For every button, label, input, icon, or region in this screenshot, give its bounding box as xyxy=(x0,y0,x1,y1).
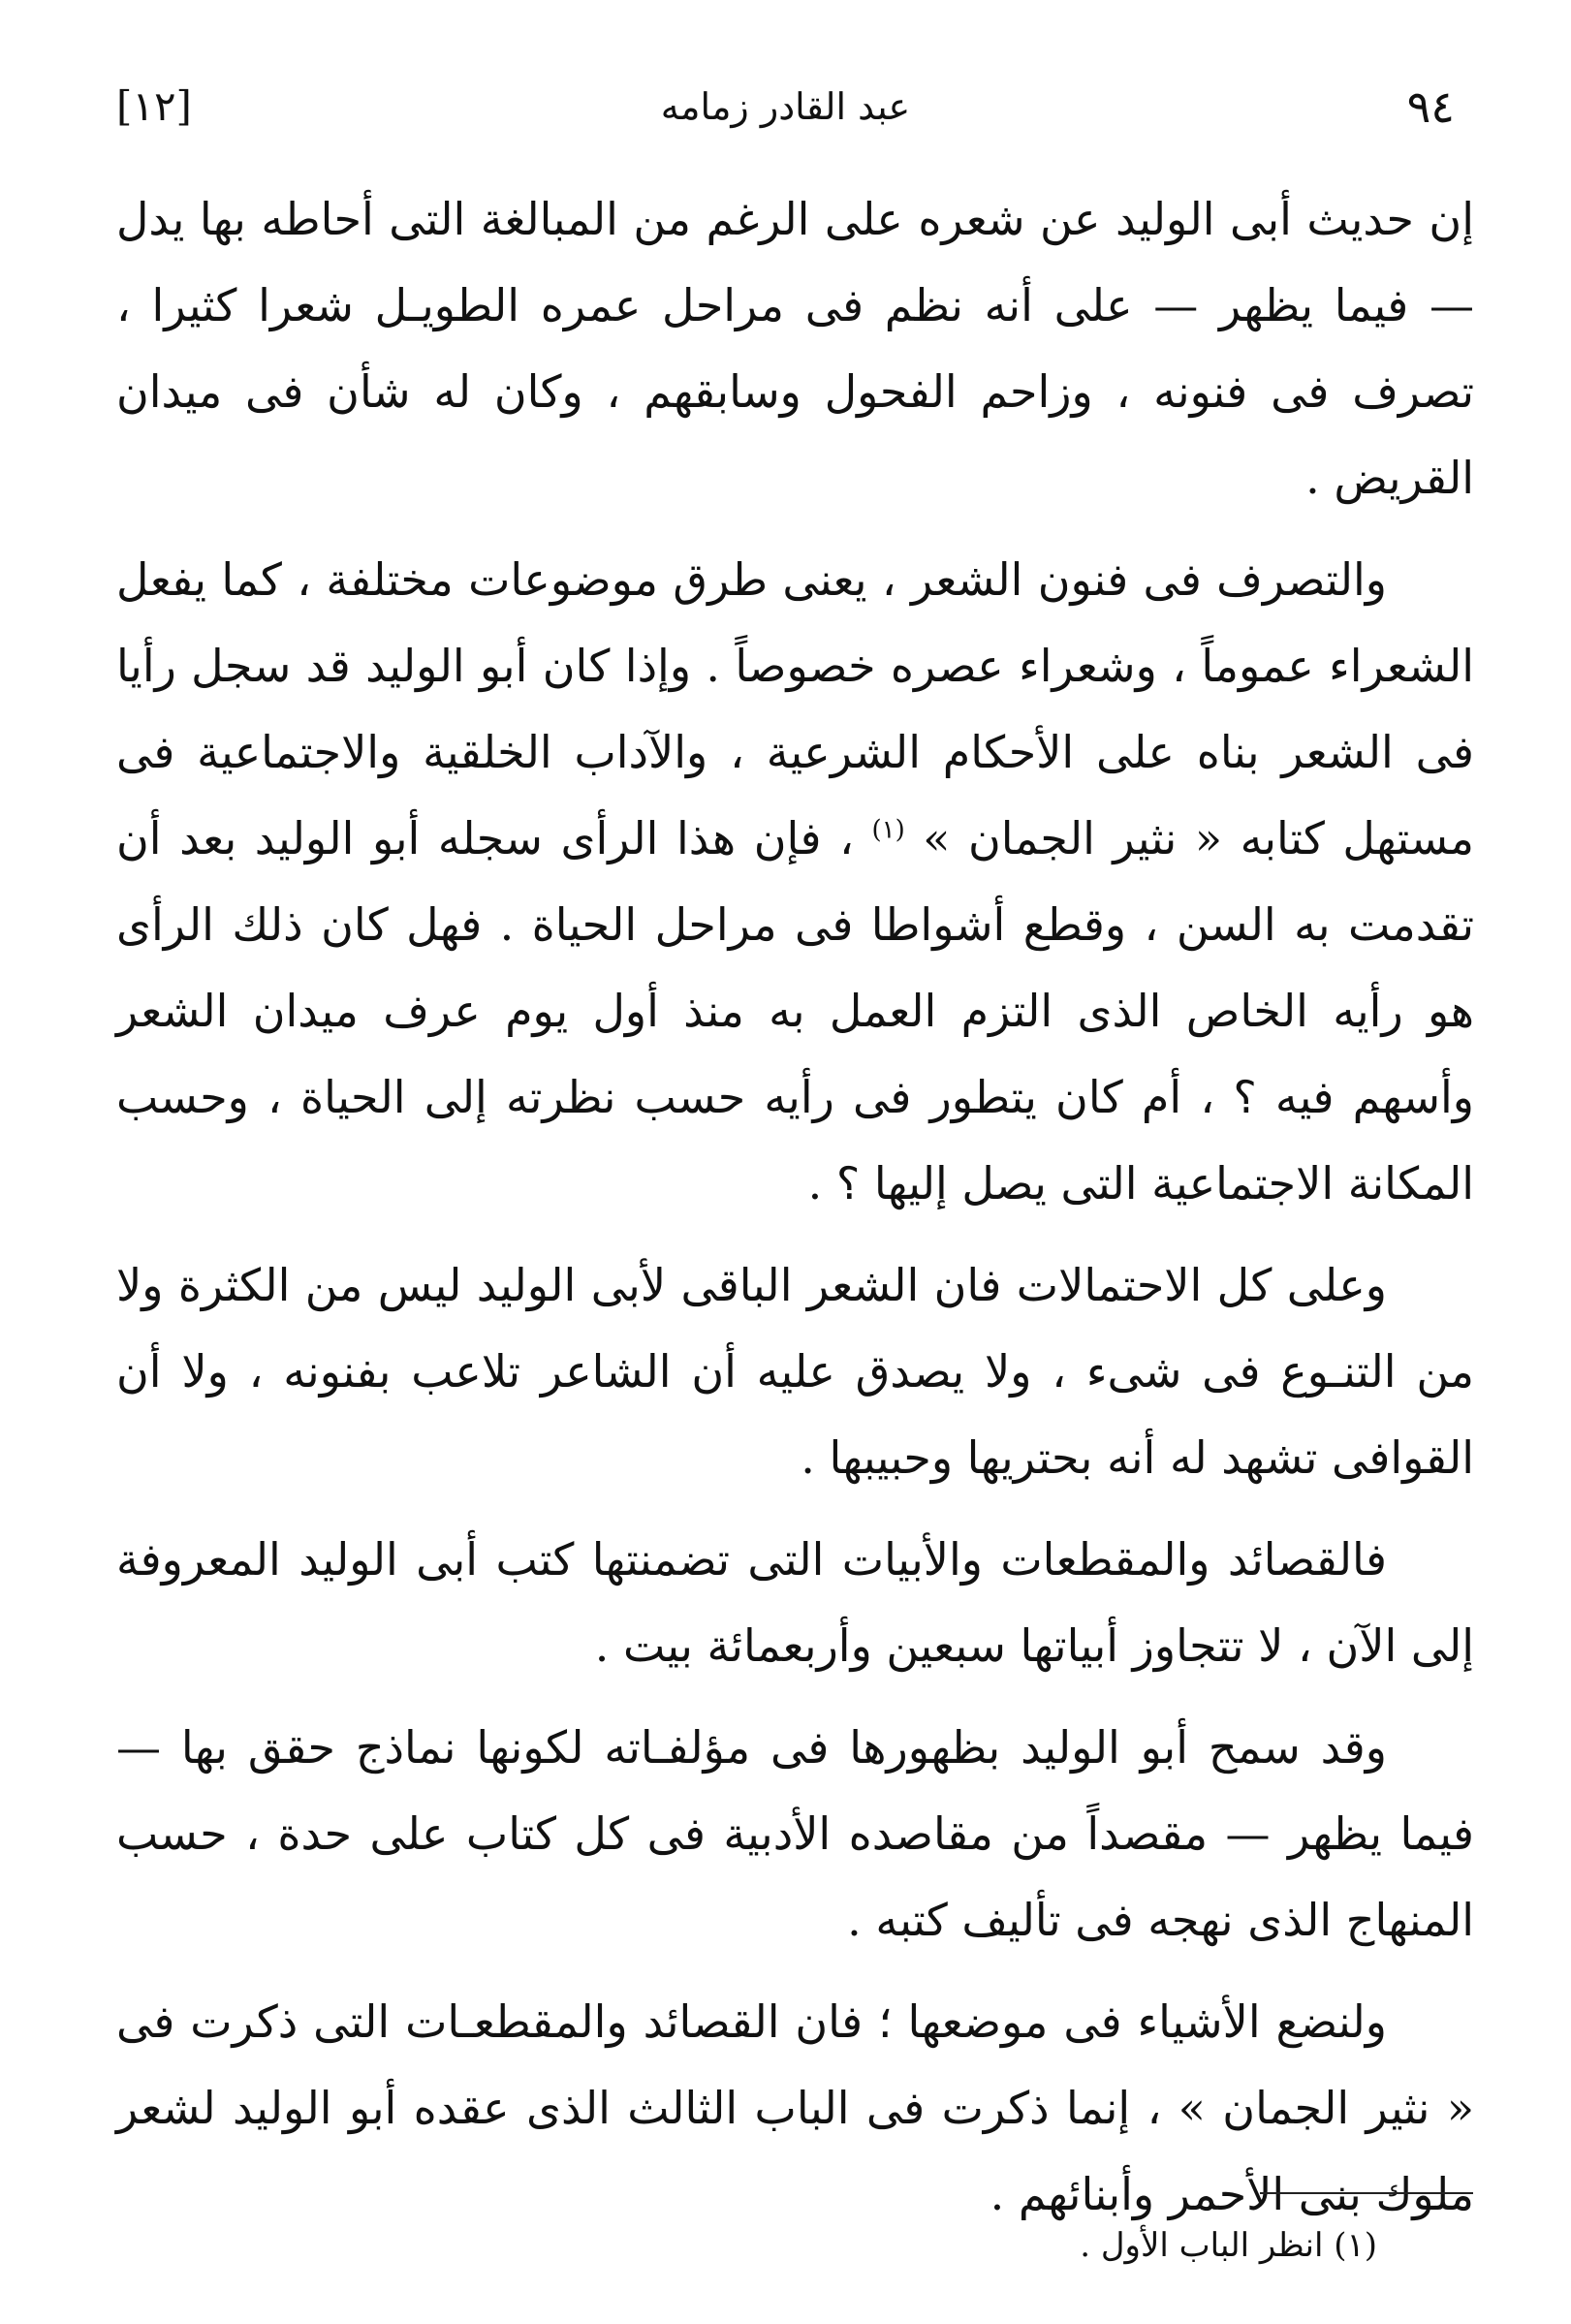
page-header xyxy=(116,76,1455,153)
page-number: ٩٤ xyxy=(1406,80,1455,133)
footnote-divider xyxy=(1260,2192,1473,2194)
paragraph-5: وقد سمح أبو الوليد بظهورها فى مؤلفـاته لكونها نماذج حقق بها — فيما يظهر — مقصداً من مقاصده الأدبية فى كل كتاب على حدة ، حسب المنهاج الذى نهجه فى تأليف كتبه . xyxy=(116,1721,1474,1946)
paragraph-3: وعلى كل الاحتمالات فان الشعر الباقى لأبى الوليد ليس من الكثرة ولا من التنـوع فى شىء ، ولا يصدق عليه أن الشاعر تلاعب بفنونه ، ولا أن القوافى تشهد له أنه بحتريها وحبيبها . xyxy=(116,1259,1474,1484)
paragraph-1: إن حديث أبى الوليد عن شعره على الرغم من المبالغة التى أحاطه بها يدل — فيما يظهر — على أنه نظم فى مراحل عمره الطويـل شعرا كثيرا ، تصرف فى فنونه ، وزاحم الفحول وسابقهم ، وكان له شأن فى ميدان القريض . xyxy=(116,193,1474,504)
running-title: عبد القادر زمامه xyxy=(660,85,911,128)
footnote-reference: (١) xyxy=(871,815,905,845)
footnote: (١) انظر الباب الأول . xyxy=(1080,2226,1377,2265)
paragraph-2-part-2: ، فإن هذا الرأى سجله أبو الوليد بعد أن تقدمت به السن ، وقطع أشواطا فى مراحل الحياة . فهل كان ذلك الرأى هو رأيه الخاص الذى التزم العمل به منذ أول يوم عرف ميدان الشعر وأسهم فيه ؟ ، أم كان يتطور فى رأيه حسب نظرته إلى الحياة ، وحسب المكانة الاجتماعية التى يصل إليها ؟ . xyxy=(116,812,1474,1209)
paragraph-2 xyxy=(116,537,1474,1227)
paragraph-6: ولنضع الأشياء فى موضعها ؛ فان القصائد والمقطعـات التى ذكرت فى « نثير الجمان » ، إنما ذكرت فى الباب الثالث الذى عقده أبو الوليد لشعر ملوك بنى الأحمر وأبنائهم . xyxy=(116,1995,1474,2220)
paragraph-4: فالقصائد والمقطعات والأبيات التى تضمنتها كتب أبى الوليد المعروفة إلى الآن ، لا تتجاوز أبياتها سبعين وأربعمائة بيت . xyxy=(116,1533,1474,1672)
paragraph-2-part-1: والتصرف فى فنون الشعر ، يعنى طرق موضوعات مختلفة ، كما يفعل الشعراء عموماً ، وشعراء عصره خصوصاً . وإذا كان أبو الوليد قد سجل رأيا فى الشعر بناه على الأحكام الشرعية ، والآداب الخلقية والاجتماعية فى مستهل كتابه « نثير الجمان » xyxy=(116,553,1474,864)
chapter-number: [١٢] xyxy=(116,82,192,130)
body-text xyxy=(116,176,1474,2253)
